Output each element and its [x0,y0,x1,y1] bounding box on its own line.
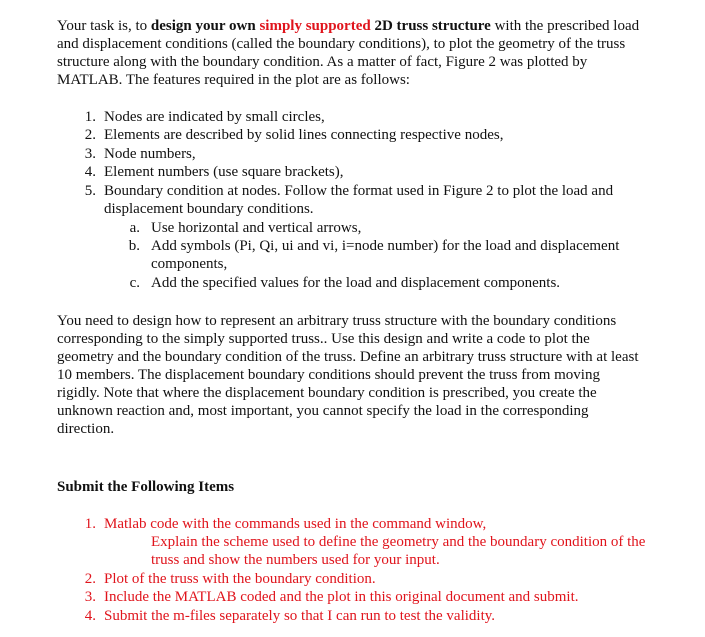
design-line: 10 members. The displacement boundary conditions should prevent the truss from moving [57,367,600,383]
feature-number: 5. [84,183,96,199]
submit-item: Include the MATLAB coded and the plot in this original document and submit. [104,589,579,605]
design-line: corresponding to the simply supported truss.. Use this design and write a code to plot the [57,331,590,347]
feature-item: Elements are described by solid lines connecting respective nodes, [104,127,504,143]
design-line: geometry and the boundary condition of the truss. Define an arbitrary truss structure with at least [57,349,639,365]
feature-item: Boundary condition at nodes. Follow the format used in Figure 2 to plot the load and [104,183,614,199]
design-line: You need to design how to represent an arbitrary truss structure with the boundary conditions [57,313,617,329]
sub-item: Use horizontal and vertical arrows, [151,220,362,236]
intro-simply-supported: simply supported [259,18,371,34]
design-line: unknown reaction and, most important, you cannot specify the load in the corresponding [57,403,589,419]
submit-item-number: 4. [84,608,96,624]
sub-item-continuation: components, [151,256,228,272]
intro-line-3: structure along with the boundary condition. As a matter of fact, Figure 2 was plotted by [57,54,588,70]
sub-item-letter: c. [129,275,140,291]
submit-item-number: 1. [84,516,96,532]
intro-text-end: with the prescribed load [490,18,640,34]
intro-bold-design: design your own [150,18,260,34]
feature-item-continuation: displacement boundary conditions. [104,201,314,217]
intro-text: Your task is, to [57,18,151,34]
submit-item: Plot of the truss with the boundary condition. [104,571,376,587]
feature-number: 1. [84,109,96,125]
submit-item-continuation: truss and show the numbers used for your input. [151,552,440,568]
submit-item-number: 3. [84,589,96,605]
feature-item: Nodes are indicated by small circles, [104,109,325,125]
sub-item-letter: b. [128,238,140,254]
submit-heading: Submit the Following Items [57,479,235,495]
feature-number: 2. [84,127,96,143]
design-line: rigidly. Note that where the displacement boundary condition is prescribed, you create the [57,385,597,401]
sub-item: Add symbols (Pi, Qi, ui and vi, i=node number) for the load and displacement [151,238,620,254]
sub-item-letter: a. [129,220,140,236]
design-line: direction. [57,421,115,437]
intro-line-1 [57,17,639,35]
feature-item: Element numbers (use square brackets), [104,164,344,180]
submit-item: Matlab code with the commands used in the command window, [104,516,487,532]
submit-item-continuation: Explain the scheme used to define the geometry and the boundary condition of the [151,534,646,550]
sub-item: Add the specified values for the load and displacement components. [151,275,561,291]
intro-bold-truss: 2D truss structure [370,18,491,34]
feature-number: 3. [84,146,96,162]
intro-line-2: and displacement conditions (called the boundary conditions), to plot the geometry of the truss [57,36,626,52]
submit-item: Submit the m-files separately so that I can run to test the validity. [104,608,496,624]
feature-number: 4. [84,164,96,180]
submit-item-number: 2. [84,571,96,587]
intro-line-4: MATLAB. The features required in the plot are as follows: [57,72,410,88]
feature-item: Node numbers, [104,146,196,162]
